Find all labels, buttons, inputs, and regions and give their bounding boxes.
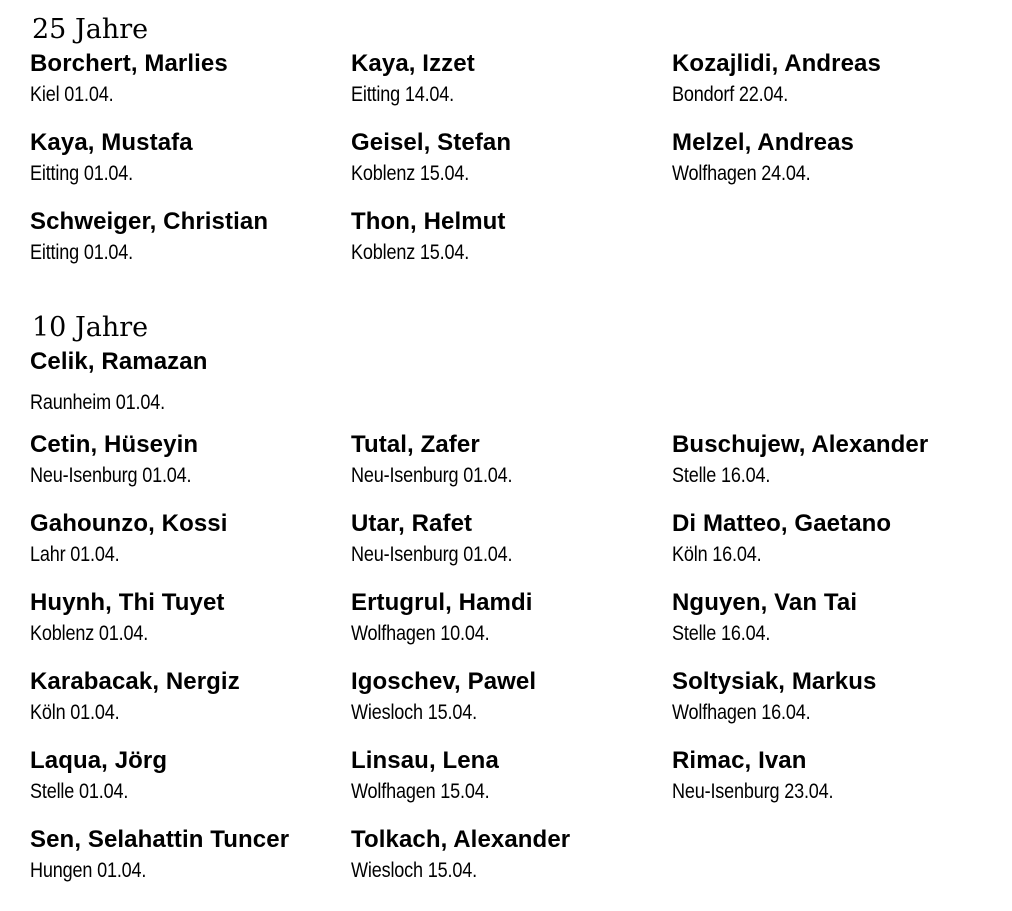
location-date: Neu-Isenburg 01.04. (351, 464, 513, 487)
location-date: Köln 01.04. (30, 701, 120, 724)
entry (351, 206, 672, 285)
entry (351, 429, 672, 508)
location-date: Eitting 01.04. (30, 241, 134, 264)
person-name: Sen, Selahattin Tuncer (30, 826, 290, 853)
entry (351, 666, 672, 745)
person-name: Gahounzo, Kossi (30, 510, 228, 537)
location-date: Wolfhagen 10.04. (351, 622, 490, 645)
person-name: Schweiger, Christian (30, 208, 269, 235)
location-date: Koblenz 01.04. (30, 622, 149, 645)
entry (351, 824, 672, 903)
person-name: Kaya, Izzet (351, 50, 475, 77)
location-date: Bondorf 22.04. (672, 83, 789, 106)
column-3 (672, 48, 972, 285)
entry (30, 587, 351, 666)
entry (672, 666, 972, 745)
column-2 (351, 48, 672, 285)
person-name: Utar, Rafet (351, 510, 473, 537)
entry (351, 587, 672, 666)
entry (30, 346, 990, 429)
location-date: Koblenz 15.04. (351, 241, 470, 264)
person-name: Celik, Ramazan (30, 348, 208, 375)
location-date: Köln 16.04. (672, 543, 762, 566)
location-date: Wolfhagen 16.04. (672, 701, 811, 724)
person-name: Laqua, Jörg (30, 747, 168, 774)
location-date: Eitting 01.04. (30, 162, 134, 185)
entry (672, 508, 972, 587)
location-date: Koblenz 15.04. (351, 162, 470, 185)
person-name: Buschujew, Alexander (672, 431, 929, 458)
entry (30, 745, 351, 824)
person-name: Igoschev, Pawel (351, 668, 537, 695)
location-date: Wolfhagen 15.04. (351, 780, 490, 803)
entry (672, 127, 972, 206)
entry (30, 666, 351, 745)
entry (30, 127, 351, 206)
section-10-years (30, 310, 990, 903)
entry (672, 587, 972, 666)
person-name: Melzel, Andreas (672, 129, 855, 156)
person-name: Karabacak, Nergiz (30, 668, 240, 695)
person-name: Borchert, Marlies (30, 50, 228, 77)
location-date: Kiel 01.04. (30, 83, 114, 106)
column-3 (672, 429, 972, 903)
location-date: Wolfhagen 24.04. (672, 162, 811, 185)
entry (30, 48, 351, 127)
section-25-years (30, 12, 990, 310)
location-date: Stelle 01.04. (30, 780, 129, 803)
location-date: Neu-Isenburg 01.04. (351, 543, 513, 566)
location-date: Eitting 14.04. (351, 83, 455, 106)
entry (351, 508, 672, 587)
anniversary-list-page (30, 12, 990, 903)
entry (672, 745, 972, 824)
location-date: Hungen 01.04. (30, 859, 147, 882)
person-name: Di Matteo, Gaetano (672, 510, 892, 537)
person-name: Geisel, Stefan (351, 129, 512, 156)
entries-grid-25 (30, 48, 990, 285)
location-date: Wiesloch 15.04. (351, 859, 477, 882)
column-2 (351, 429, 672, 903)
column-1 (30, 48, 351, 285)
entry (351, 745, 672, 824)
column-1 (30, 429, 351, 903)
section-title-10: 10 Jahre (32, 312, 149, 343)
location-date: Neu-Isenburg 01.04. (30, 464, 192, 487)
entry (30, 508, 351, 587)
person-name: Kozajlidi, Andreas (672, 50, 881, 77)
location-date: Neu-Isenburg 23.04. (672, 780, 834, 803)
entry (30, 429, 351, 508)
location-date: Stelle 16.04. (672, 464, 771, 487)
location-date: Lahr 01.04. (30, 543, 120, 566)
entry (351, 48, 672, 127)
person-name: Cetin, Hüseyin (30, 431, 199, 458)
entry (672, 48, 972, 127)
entry (351, 127, 672, 206)
section-title-25: 25 Jahre (32, 14, 149, 45)
location-date: Wiesloch 15.04. (351, 701, 477, 724)
person-name: Linsau, Lena (351, 747, 499, 774)
entry (30, 206, 351, 285)
entries-grid-10 (30, 429, 990, 903)
entry (30, 824, 351, 903)
location-date: Stelle 16.04. (672, 622, 771, 645)
person-name: Tutal, Zafer (351, 431, 480, 458)
person-name: Thon, Helmut (351, 208, 506, 235)
entry (672, 429, 972, 508)
person-name: Ertugrul, Hamdi (351, 589, 533, 616)
person-name: Soltysiak, Markus (672, 668, 877, 695)
person-name: Nguyen, Van Tai (672, 589, 858, 616)
person-name: Huynh, Thi Tuyet (30, 589, 225, 616)
location-date: Raunheim 01.04. (30, 391, 165, 414)
person-name: Tolkach, Alexander (351, 826, 571, 853)
person-name: Kaya, Mustafa (30, 129, 193, 156)
person-name: Rimac, Ivan (672, 747, 807, 774)
